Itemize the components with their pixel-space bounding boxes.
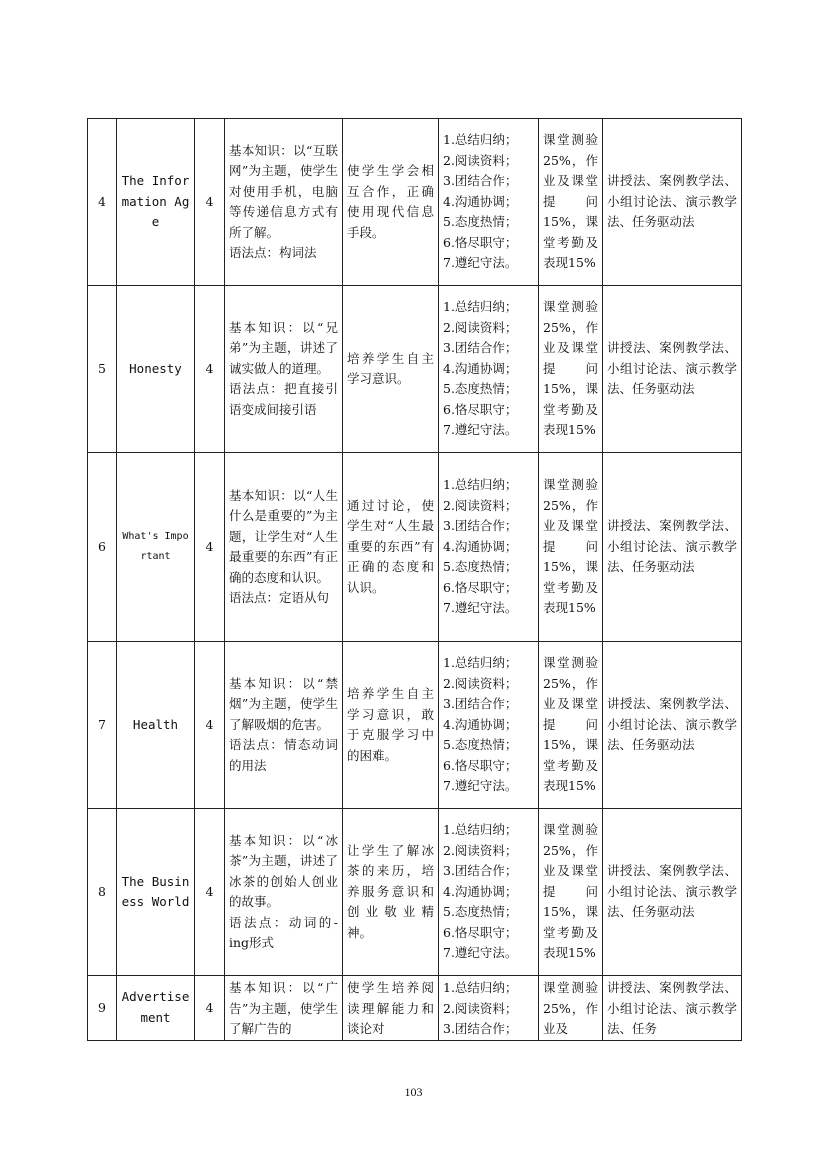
goal-cell: 使学生培养阅读理解能力和谈论对 bbox=[343, 976, 439, 1041]
quality-cell: 1.总结归纳； 2.阅读资料； 3.团结合作； 4.沟通协调； 5.态度热情； 6.恪尽职守； 7.遵纪守法。 bbox=[439, 453, 539, 642]
unit-number-cell: 7 bbox=[88, 642, 117, 809]
unit-title-cell: Advertisement bbox=[117, 976, 195, 1041]
hours-cell: 4 bbox=[195, 809, 225, 976]
goal-cell: 培养学生自主学习意识。 bbox=[343, 286, 439, 453]
hours-cell: 4 bbox=[195, 642, 225, 809]
quality-cell: 1.总结归纳； 2.阅读资料； 3.团结合作； 4.沟通协调； 5.态度热情； 6.恪尽职守； 7.遵纪守法。 bbox=[439, 286, 539, 453]
evaluation-cell: 课堂测验25%，作业及课堂提问15%，课堂考勤及表现15% bbox=[539, 453, 603, 642]
unit-number-cell: 5 bbox=[88, 286, 117, 453]
unit-title-cell: Honesty bbox=[117, 286, 195, 453]
goal-cell: 通过讨论，使学生对“人生最重要的东西”有正确的态度和认识。 bbox=[343, 453, 439, 642]
goal-cell: 使学生学会相互合作，正确使用现代信息手段。 bbox=[343, 119, 439, 286]
table-row bbox=[88, 642, 742, 809]
method-cell: 讲授法、案例教学法、小组讨论法、演示教学法、任务驱动法 bbox=[603, 119, 742, 286]
syllabus-table bbox=[87, 118, 742, 1041]
method-cell: 讲授法、案例教学法、小组讨论法、演示教学法、任务驱动法 bbox=[603, 453, 742, 642]
method-cell: 讲授法、案例教学法、小组讨论法、演示教学法、任务驱动法 bbox=[603, 642, 742, 809]
goal-cell: 培养学生自主学习意识，敢于克服学习中的困难。 bbox=[343, 642, 439, 809]
goal-cell: 让学生了解冰茶的来历，培养服务意识和创业敬业精神。 bbox=[343, 809, 439, 976]
hours-cell: 4 bbox=[195, 453, 225, 642]
unit-title-cell: The Business World bbox=[117, 809, 195, 976]
table-row bbox=[88, 453, 742, 642]
method-cell: 讲授法、案例教学法、小组讨论法、演示教学法、任务 bbox=[603, 976, 742, 1041]
hours-cell: 4 bbox=[195, 286, 225, 453]
unit-title-cell: The Information Age bbox=[117, 119, 195, 286]
table-row bbox=[88, 119, 742, 286]
page-number: 103 bbox=[404, 1085, 423, 1099]
evaluation-cell: 课堂测验25%，作业及课堂提问15%，课堂考勤及表现15% bbox=[539, 119, 603, 286]
quality-cell: 1.总结归纳； 2.阅读资料； 3.团结合作； 4.沟通协调； 5.态度热情； 6.恪尽职守； 7.遵纪守法。 bbox=[439, 119, 539, 286]
unit-number-cell: 6 bbox=[88, 453, 117, 642]
evaluation-cell: 课堂测验25%，作业及课堂提问15%，课堂考勤及表现15% bbox=[539, 642, 603, 809]
quality-cell: 1.总结归纳； 2.阅读资料； 3.团结合作； 4.沟通协调； 5.态度热情； 6.恪尽职守； 7.遵纪守法。 bbox=[439, 642, 539, 809]
unit-number-cell: 9 bbox=[88, 976, 117, 1041]
content-cell: 基本知识：以“禁烟”为主题，使学生了解吸烟的危害。 语法点：情态动词的用法 bbox=[225, 642, 343, 809]
content-cell: 基本知识：以“广告”为主题，使学生了解广告的 bbox=[225, 976, 343, 1041]
evaluation-cell: 课堂测验25%，作业及课堂提问15%，课堂考勤及表现15% bbox=[539, 286, 603, 453]
content-cell: 基本知识：以“互联网”为主题，使学生对使用手机，电脑等传递信息方式有所了解。 语法点：构词法 bbox=[225, 119, 343, 286]
unit-title-cell: What's Important bbox=[117, 453, 195, 642]
hours-cell: 4 bbox=[195, 976, 225, 1041]
table-row bbox=[88, 976, 742, 1041]
content-cell: 基本知识：以“冰茶”为主题，讲述了冰茶的创始人创业的故事。 语法点：动词的-ing形式 bbox=[225, 809, 343, 976]
unit-number-cell: 4 bbox=[88, 119, 117, 286]
evaluation-cell: 课堂测验25%，作业及 bbox=[539, 976, 603, 1041]
unit-title-cell: Health bbox=[117, 642, 195, 809]
content-cell: 基本知识：以“兄弟”为主题，讲述了诚实做人的道理。 语法点：把直接引语变成间接引语 bbox=[225, 286, 343, 453]
hours-cell: 4 bbox=[195, 119, 225, 286]
content-cell: 基本知识：以“人生什么是重要的”为主题，让学生对“人生最重要的东西”有正确的态度和认识。 语法点：定语从句 bbox=[225, 453, 343, 642]
quality-cell: 1.总结归纳； 2.阅读资料； 3.团结合作； 4.沟通协调； 5.态度热情； 6.恪尽职守； 7.遵纪守法。 bbox=[439, 809, 539, 976]
table-row bbox=[88, 286, 742, 453]
table-row bbox=[88, 809, 742, 976]
method-cell: 讲授法、案例教学法、小组讨论法、演示教学法、任务驱动法 bbox=[603, 809, 742, 976]
evaluation-cell: 课堂测验25%，作业及课堂提问15%，课堂考勤及表现15% bbox=[539, 809, 603, 976]
method-cell: 讲授法、案例教学法、小组讨论法、演示教学法、任务驱动法 bbox=[603, 286, 742, 453]
quality-cell: 1.总结归纳； 2.阅读资料； 3.团结合作； bbox=[439, 976, 539, 1041]
unit-number-cell: 8 bbox=[88, 809, 117, 976]
